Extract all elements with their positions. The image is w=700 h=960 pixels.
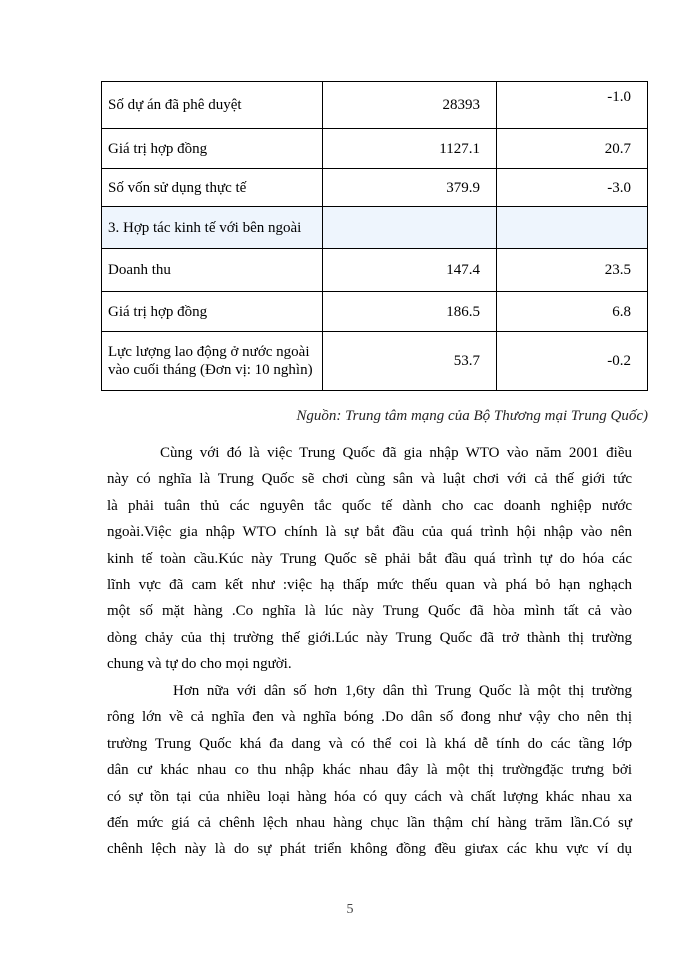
section-label: 3. Hợp tác kinh tế với bên ngoài	[102, 207, 323, 249]
table-row	[102, 332, 648, 391]
page-number: 5	[346, 902, 354, 917]
table-section-row	[102, 207, 648, 249]
paragraph-line: dòng chảy của thị trường thế giới.Lúc này Trung Quốc đã trở thành thị trường	[107, 629, 632, 646]
row-label: Số dự án đã phê duyệt	[102, 82, 323, 129]
row-value: 28393	[323, 82, 497, 129]
paragraph-line: kinh tế toàn cầu.Kúc này Trung Quốc sẽ phải bắt đầu quá trình tự do hóa các	[107, 550, 632, 567]
table-row	[102, 82, 648, 129]
body-paragraph	[107, 440, 632, 678]
paragraph-line: là phải tuân thủ các nguyên tắc quốc tế dành cho cac doanh nghiệp nước	[107, 497, 632, 514]
paragraph-line: một số mặt hàng .Co nghĩa là lúc này Trung Quốc đã hòa mình tất cả vào	[107, 603, 632, 620]
statistics-table	[101, 81, 648, 391]
row-change: 20.7	[497, 129, 648, 169]
paragraph-line: chênh lệch này là do sự phát triển không đồng đều giưax các khu vực ví dụ	[107, 841, 632, 858]
row-label: Lực lượng lao động ở nước ngoài vào cuối tháng (Đơn vị: 10 nghìn)	[102, 332, 323, 391]
paragraph-line: có sự tồn tại của nhiều loại hàng hóa có quy cách và chất lượng khác nhau xa	[107, 788, 632, 805]
paragraph-line: Cùng với đó là việc Trung Quốc đã gia nhập WTO vào năm 2001 điều	[160, 445, 632, 461]
row-value: 1127.1	[323, 129, 497, 169]
row-value: 147.4	[323, 249, 497, 292]
paragraph-line: đến mức giá cả chênh lệch nhau hàng chục lần thậm chí hàng trăm lần.Có sự	[107, 815, 632, 832]
row-change	[497, 207, 648, 249]
row-change: 23.5	[497, 249, 648, 292]
row-value: 53.7	[323, 332, 497, 391]
row-change: 6.8	[497, 292, 648, 332]
paragraph-line: này có nghĩa là Trung Quốc sẽ chơi cùng sân và luật chơi với cả thế giới tức	[107, 471, 632, 488]
paragraph-line: chung và tự do cho mọi người.	[107, 656, 292, 673]
row-change: -3.0	[497, 169, 648, 207]
table-row	[102, 249, 648, 292]
table-row	[102, 292, 648, 332]
row-label: Doanh thu	[102, 249, 323, 292]
paragraph-line: Hơn nữa với dân số hơn 1,6ty dân thì Trung Quốc là một thị trường	[173, 683, 632, 699]
row-value: 379.9	[323, 169, 497, 207]
paragraph-line: ngoài.Việc gia nhập WTO chính là sự bắt đầu của quá trình hội nhập vào nên	[107, 524, 632, 541]
body-paragraph	[107, 678, 632, 863]
paragraph-line: dân cư khác nhau co thu nhập khác nhau đây là một thị trườngđặc trưng bởi	[107, 762, 632, 779]
row-label: Số vốn sử dụng thực tế	[102, 169, 323, 207]
paragraph-line: rông lớn về cả nghĩa đen và nghĩa bóng .Do dân số đong như vậy cho nên thị	[107, 709, 632, 726]
row-label: Giá trị hợp đồng	[102, 129, 323, 169]
paragraph-line: lĩnh vực đã cam kết như :việc hạ thấp mức thếu quan và phá bỏ hạn nghạch	[107, 577, 632, 594]
row-value: 186.5	[323, 292, 497, 332]
row-value	[323, 207, 497, 249]
row-label: Giá trị hợp đồng	[102, 292, 323, 332]
row-change: -0.2	[497, 332, 648, 391]
source-note: Nguồn: Trung tâm mạng của Bộ Thương mại Trung Quốc)	[296, 408, 648, 424]
table-row	[102, 169, 648, 207]
paragraph-line: trường Trung Quốc khá đa dang và có thể coi là khá dễ tính do các tầng lớp	[107, 735, 632, 752]
table-row	[102, 129, 648, 169]
row-change: -1.0	[497, 82, 648, 129]
